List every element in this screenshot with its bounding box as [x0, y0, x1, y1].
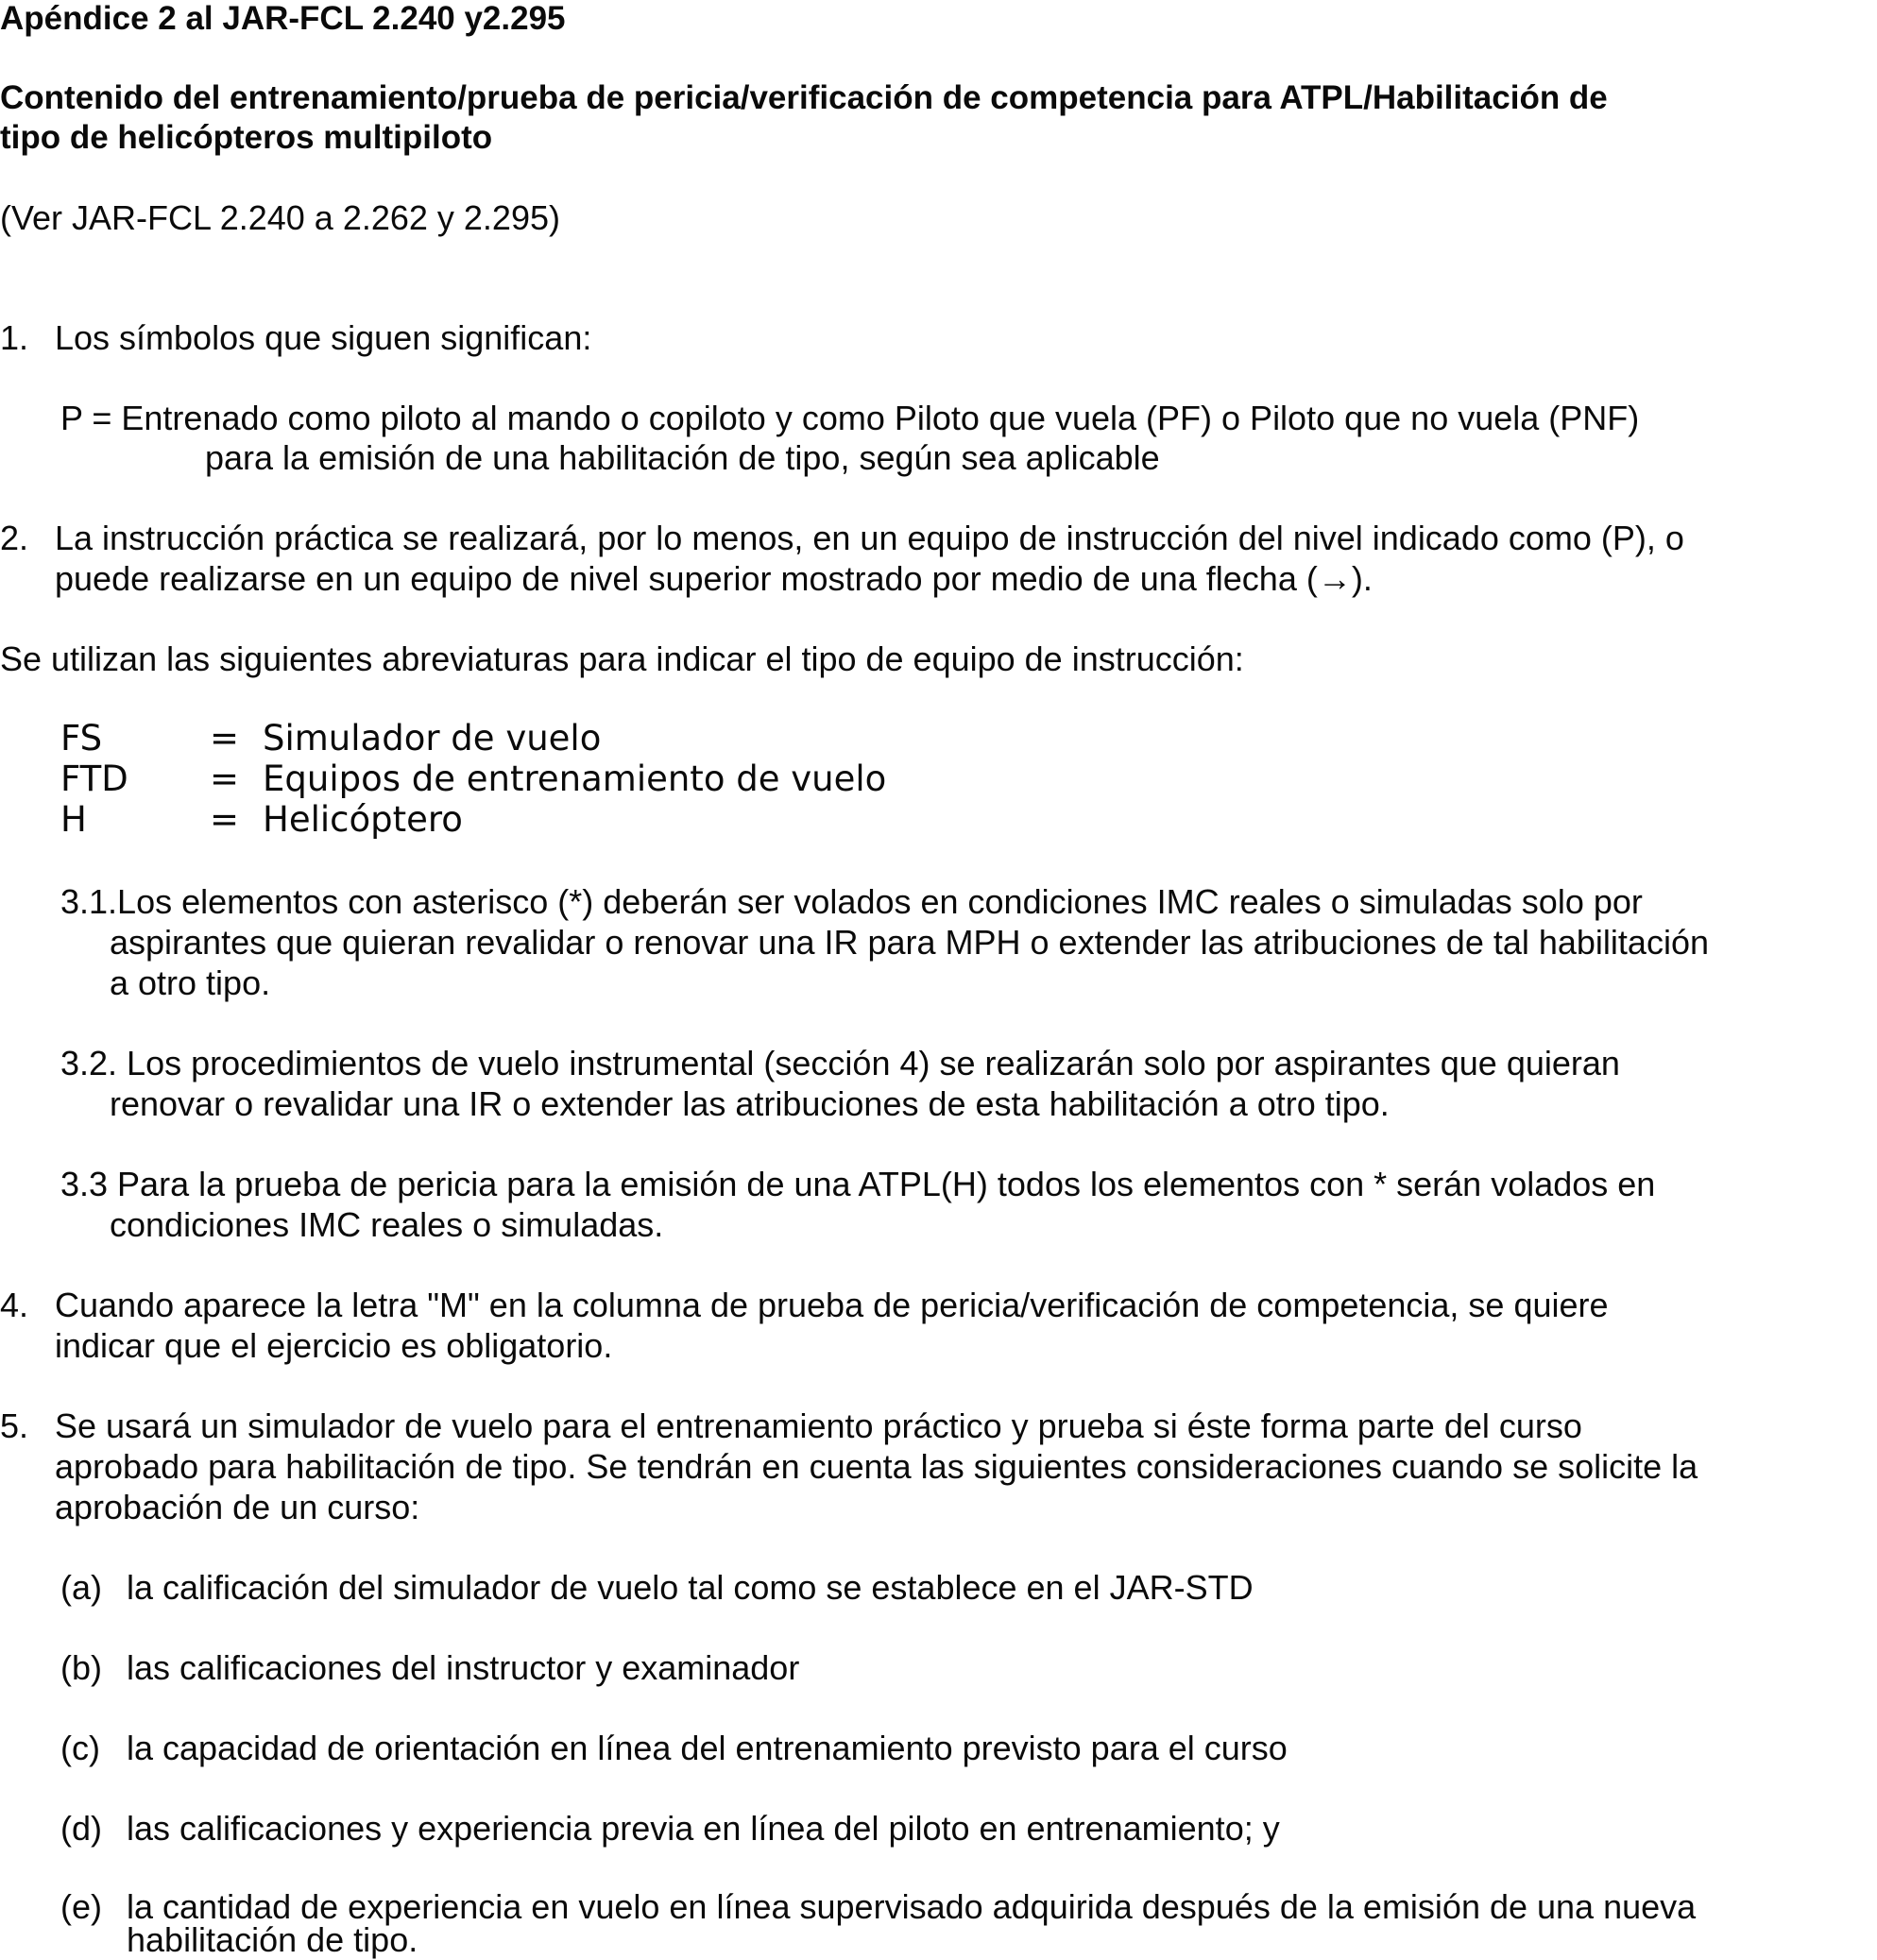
subitem-d-text: las calificaciones y experiencia previa en línea del piloto en entrenamiento; y [127, 1809, 1280, 1848]
document-subtitle-line-2: tipo de helicópteros multipiloto [0, 119, 493, 156]
symbol-definition-line-1: P = Entrenado como piloto al mando o copiloto y como Piloto que vuela (PF) o Piloto que no vuela (PNF) [60, 399, 1640, 437]
subitem-c-marker: (c) [60, 1729, 100, 1767]
subitem-a-marker: (a) [60, 1568, 102, 1607]
item-1-text: Los símbolos que siguen significan: [55, 318, 592, 357]
item-5-line-2 [55, 1447, 1874, 1487]
item-5-marker: 5. [0, 1406, 29, 1445]
appendix-title: Apéndice 2 al JAR-FCL 2.240 y2.295 [0, 0, 566, 37]
item-2-line-2: puede realizarse en un equipo de nivel superior mostrado por medio de una flecha (→). [55, 559, 1373, 598]
item-2-text-1: La instrucción práctica se realizará, por lo menos, en un equipo de instrucción del nivel indicado como (P), o [55, 519, 1684, 557]
subitem-e-text-1: la cantidad de experiencia en vuelo en línea supervisado adquirida después de la emisión de una nueva [127, 1887, 1697, 1926]
reference-note: (Ver JAR-FCL 2.240 a 2.262 y 2.295) [0, 198, 560, 237]
subitem-b-marker: (b) [60, 1648, 102, 1687]
item-3-1-line-3: a otro tipo. [110, 963, 271, 1002]
item-4-line-1 [55, 1286, 1874, 1325]
subitem-b-text: las calificaciones del instructor y examinador [127, 1648, 800, 1687]
subtitle-text-1: Contenido del entrenamiento/prueba de pericia/verificación de competencia para ATPL/Habilitación de [0, 79, 1608, 116]
item-2-marker: 2. [0, 519, 29, 557]
item-3-3-line-2: condiciones IMC reales o simuladas. [110, 1205, 664, 1244]
subitem-a-text: la calificación del simulador de vuelo tal como se establece en el JAR-STD [127, 1568, 1254, 1607]
item-5-line-3: aprobación de un curso: [55, 1488, 420, 1526]
item-5-text-2: aprobado para habilitación de tipo. Se tendrán en cuenta las siguientes consideraciones cuando se solicite la [55, 1447, 1698, 1486]
item-3-1-line-2 [110, 923, 1874, 963]
item-3-2-text-1: 3.2. Los procedimientos de vuelo instrumental (sección 4) se realizarán solo por aspirantes que quieran [60, 1044, 1620, 1082]
item-5-text-1: Se usará un simulador de vuelo para el entrenamiento práctico y prueba si éste forma parte del curso [55, 1406, 1582, 1445]
abbreviation-equals: = [210, 799, 240, 840]
abbreviation-code: FS [60, 718, 103, 758]
item-2-line-1 [55, 519, 1874, 558]
document-subtitle-line-1 [0, 79, 1874, 117]
item-4-marker: 4. [0, 1286, 29, 1324]
abbreviation-meaning: Helicóptero [263, 799, 463, 840]
subitem-e-line-2: habilitación de tipo. [127, 1920, 418, 1959]
item-4-line-2: indicar que el ejercicio es obligatorio. [55, 1326, 613, 1365]
item-3-2-line-2: renovar o revalidar una IR o extender las atribuciones de esta habilitación a otro tipo. [110, 1084, 1390, 1123]
abbreviation-code: H [60, 799, 87, 840]
item-3-2-line-1 [60, 1044, 1874, 1083]
subitem-e-marker: (e) [60, 1887, 102, 1926]
abbreviation-equals: = [210, 718, 240, 758]
item-3-1-text-1: 3.1.Los elementos con asterisco (*) deberán ser volados en condiciones IMC reales o simuladas solo por [60, 882, 1643, 921]
symbol-definition-line-2: para la emisión de una habilitación de tipo, según sea aplicable [205, 438, 1160, 477]
abbreviation-meaning: Simulador de vuelo [263, 718, 602, 758]
item-4-text-1: Cuando aparece la letra "M" en la columna de prueba de pericia/verificación de competencia, se quiere [55, 1286, 1609, 1324]
item-5-line-1 [55, 1406, 1874, 1446]
abbreviations-intro: Se utilizan las siguientes abreviaturas para indicar el tipo de equipo de instrucción: [0, 639, 1244, 678]
item-3-3-text-1: 3.3 Para la prueba de pericia para la emisión de una ATPL(H) todos los elementos con * serán volados en [60, 1165, 1656, 1203]
item-3-1-text-2: aspirantes que quieran revalidar o renovar una IR para MPH o extender las atribuciones de tal habilitación [110, 923, 1709, 962]
abbreviation-equals: = [210, 758, 240, 799]
item-3-3-line-1 [60, 1165, 1874, 1204]
subitem-d-marker: (d) [60, 1809, 102, 1848]
item-3-1-line-1 [60, 882, 1874, 922]
subitem-c-text: la capacidad de orientación en línea del entrenamiento previsto para el curso [127, 1729, 1288, 1767]
abbreviation-meaning: Equipos de entrenamiento de vuelo [263, 758, 887, 799]
abbreviation-code: FTD [60, 758, 128, 799]
item-1-marker: 1. [0, 318, 29, 357]
